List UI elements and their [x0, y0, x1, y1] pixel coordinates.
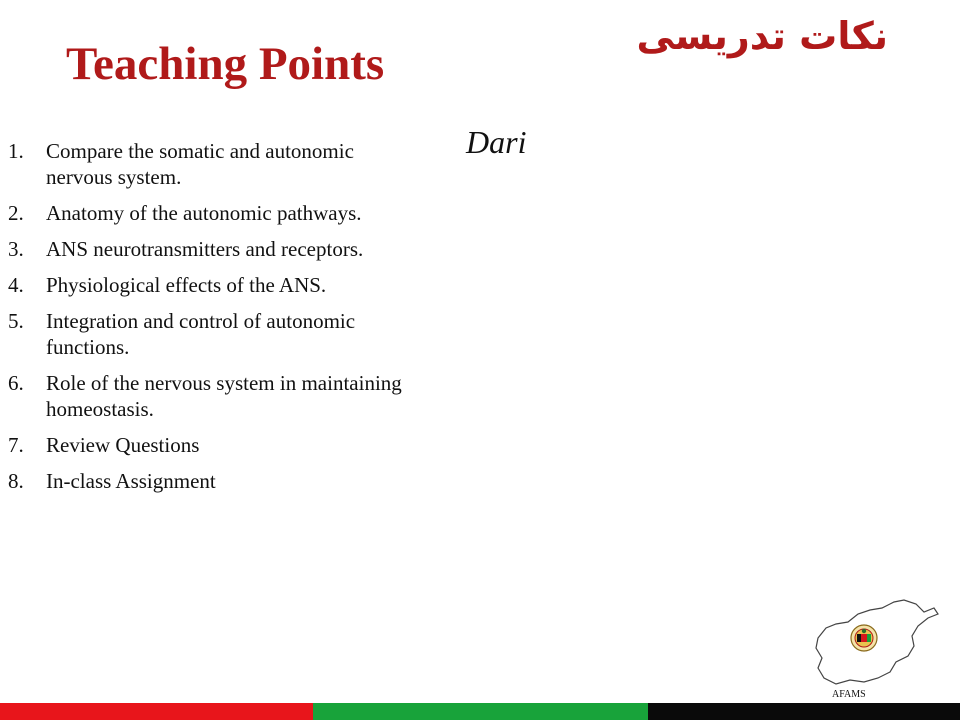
point-text: Compare the somatic and autonomic nervous system. — [46, 139, 354, 189]
point-text: Review Questions — [46, 433, 200, 457]
point-number: 3. — [8, 237, 24, 261]
point-number: 4. — [8, 273, 24, 297]
seal-flag-green — [867, 634, 871, 642]
footer-bar-green — [313, 703, 648, 720]
point-number: 5. — [8, 309, 24, 333]
slide-title-english: Teaching Points — [66, 38, 385, 90]
teaching-point-2 — [8, 200, 408, 226]
point-number: 8. — [8, 469, 24, 493]
teaching-point-6 — [8, 370, 408, 422]
footer-bar-red — [0, 703, 313, 720]
point-text: Role of the nervous system in maintaining homeostasis. — [46, 371, 402, 421]
teaching-point-1 — [8, 138, 408, 190]
teaching-point-5 — [8, 308, 408, 360]
point-text: In-class Assignment — [46, 469, 216, 493]
point-text: Integration and control of autonomic functions. — [46, 309, 356, 359]
seal-flag-red — [861, 634, 867, 642]
point-text: ANS neurotransmitters and receptors. — [46, 237, 364, 261]
slide-title-dari: نکات تدریسی — [636, 14, 888, 58]
teaching-point-8 — [8, 468, 408, 494]
teaching-point-3 — [8, 236, 408, 262]
seal-center — [862, 629, 866, 633]
point-text: Physiological effects of the ANS. — [46, 273, 327, 297]
point-number: 7. — [8, 433, 24, 457]
footer-bar-black — [648, 703, 960, 720]
seal-flag-black — [857, 634, 861, 642]
language-label: Dari — [466, 124, 527, 160]
teaching-points-list — [8, 138, 408, 504]
footer-color-bar — [0, 703, 960, 720]
teaching-point-7 — [8, 432, 408, 458]
map-outline — [816, 600, 938, 684]
logo-caption: AFAMS — [832, 689, 866, 700]
point-text: Anatomy of the autonomic pathways. — [46, 201, 362, 225]
point-number: 6. — [8, 371, 24, 395]
point-number: 2. — [8, 201, 24, 225]
teaching-point-4 — [8, 272, 408, 298]
point-number: 1. — [8, 139, 24, 163]
afghanistan-map-logo-icon — [812, 598, 940, 686]
